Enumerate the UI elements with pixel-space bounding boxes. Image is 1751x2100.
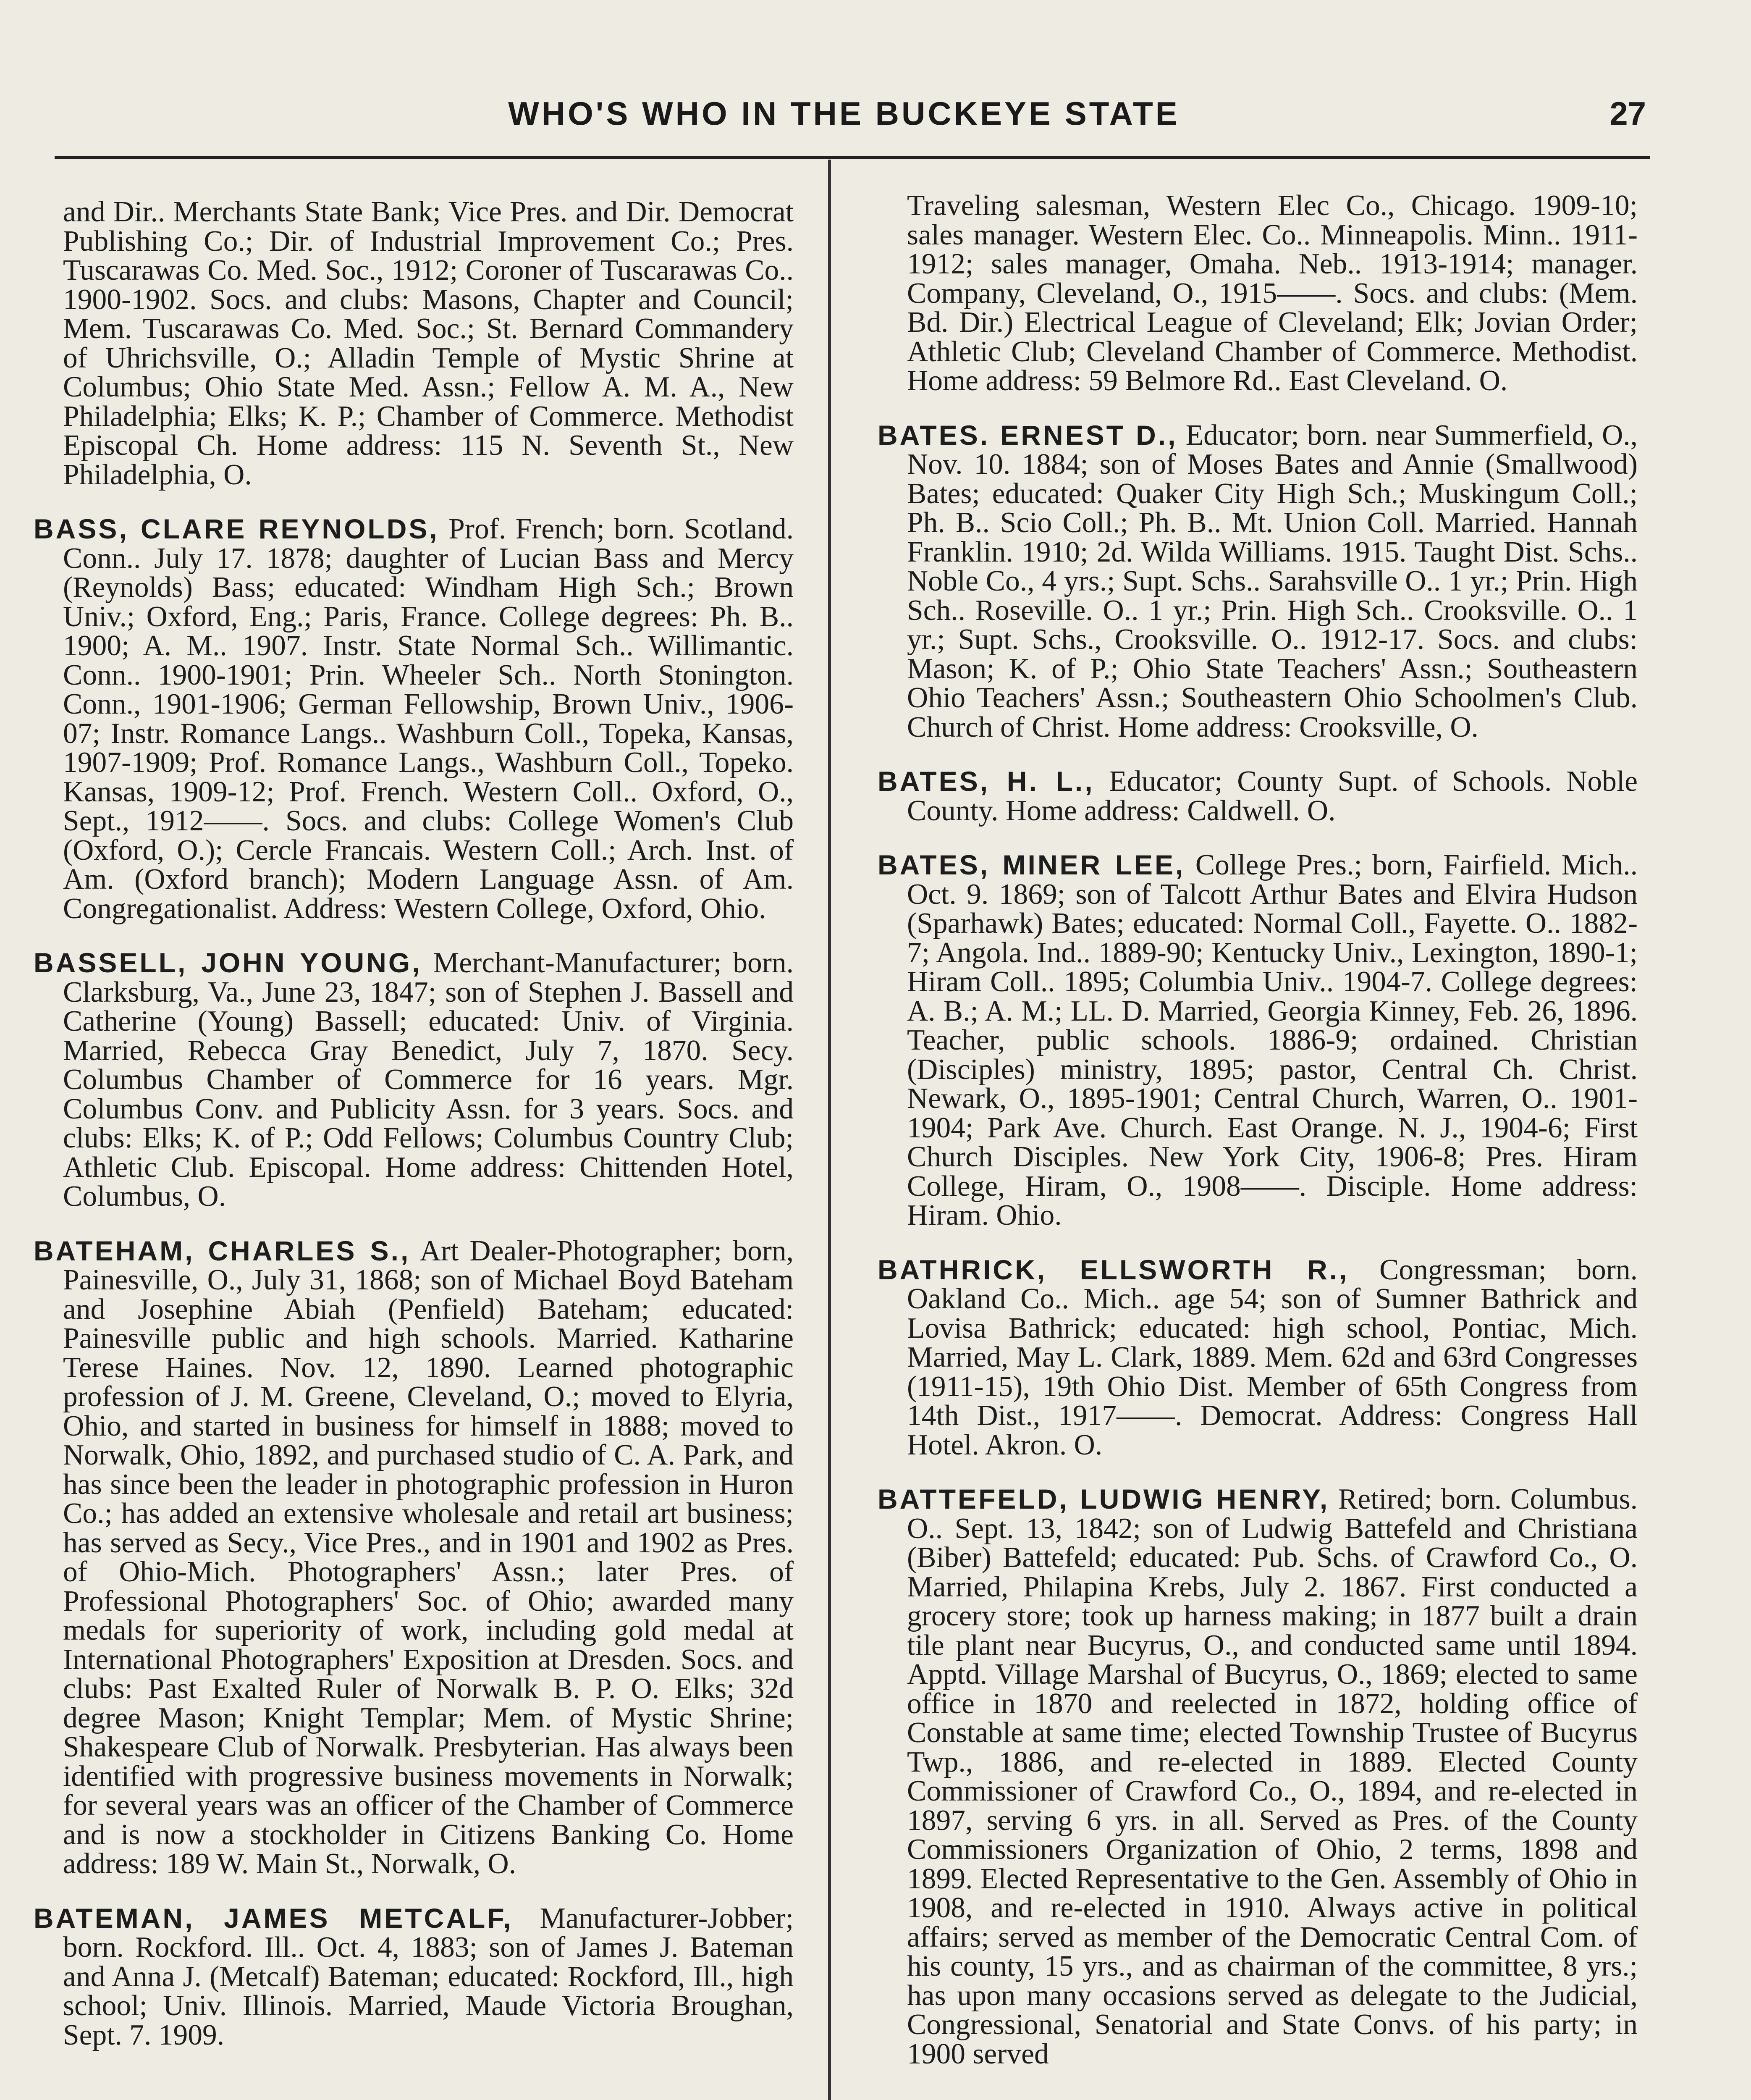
entry-text: Art Dealer-Photographer; born, Painesville, O., July 31, 1868; son of Michael Boyd Bateham and Josephine Abiah (Penfield) Bateham; educated: Painesville public and high schools. Married. Katharine Terese Haines. Nov. 12, 1890. Learned photographic profession of J. M. Greene, Cleveland, O.; moved to Elyria, Ohio, and started in business for himself in 1888; moved to Norwalk, Ohio, 1892, and purchased studio of C. A. Park, and has since been the leader in photographic profession in Huron Co.; has added an extensive wholesale and retail art business; has served as Secy., Vice Pres., and in 1901 and 1902 as Pres. of Ohio-Mich. Photographers' Assn.; later Pres. of Professional Photographers' Soc. of Ohio; awarded many medals for superiority of work, including gold medal at International Photographers' Exposition at Dresden. Socs. and clubs: Past Exalted Ruler of Norwalk B. P. O. Elks; 32d degree Mason; Knight Templar; Mem. of Mystic Shrine; Shakespeare Club of Norwalk. Presbyterian. Has always been identified with progressive business movements in Norwalk; for several years was an officer of the Chamber of Commerce and is now a stockholder in Citizens Banking Co. Home address: 189 W. Main St., Norwalk, O. xyxy=(63,1234,794,1880)
entry-continuation xyxy=(878,191,1638,396)
entry-battefeld xyxy=(878,1485,1638,2068)
entry-bates-ernest xyxy=(878,421,1638,742)
entry-bates-hl xyxy=(878,767,1638,825)
entry-name: BATES, MINER LEE, xyxy=(878,849,1185,880)
entry-text: Manufacturer-Jobber; born. Rockford. Ill.. Oct. 4, 1883; son of James J. Bateman and Anna J. (Metcalf) Bateman; educated: Rockford, Ill., high school; Univ. Illinois. Married, Maude Victoria Broughan, Sept. 7. 1909. xyxy=(63,1902,794,2051)
entry-name: BATTEFELD, LUDWIG HENRY, xyxy=(878,1483,1330,1515)
entry-name: BATES, H. L., xyxy=(878,766,1095,797)
entry-name: BATEHAM, CHARLES S., xyxy=(34,1235,411,1266)
entry-text: College Pres.; born, Fairfield. Mich.. Oct. 9. 1869; son of Talcott Arthur Bates and Elvira Hudson (Sparhawk) Bates; educated: Normal Coll., Fayette. O.. 1882-7; Angola. Ind.. 1889-90; Kentucky Univ., Lexington, 1890-1; Hiram Coll.. 1895; Columbia Univ.. 1904-7. College degrees: A. B.; A. M.; LL. D. Married, Georgia Kinney, Feb. 26, 1896. Teacher, public schools. 1886-9; ordained. Christian (Disciples) ministry, 1895; pastor, Central Ch. Christ. Newark, O., 1895-1901; Central Church, Warren, O.. 1901-1904; Park Ave. Church. East Orange. N. J., 1904-6; First Church Disciples. New York City, 1906-8; Pres. Hiram College, Hiram, O., 1908——. Disciple. Home address: Hiram. Ohio. xyxy=(907,849,1638,1231)
running-header-title: WHO'S WHO IN THE BUCKEYE STATE xyxy=(508,95,1180,132)
header-rule xyxy=(55,156,1650,159)
entry-bassell xyxy=(34,948,794,1211)
entry-name: BASS, CLARE REYNOLDS, xyxy=(34,513,439,544)
left-column xyxy=(34,197,794,2075)
entry-bates-miner xyxy=(878,850,1638,1230)
entry-bateham xyxy=(34,1236,794,1879)
entry-text: Traveling salesman, Western Elec Co., Chicago. 1909-10; sales manager. Western Elec. Co.. Minneapolis. Minn.. 1911-1912; sales manager, Omaha. Neb.. 1913-1914; manager. Company, Cleveland, O., 1915——. Socs. and clubs: (Mem. Bd. Dir.) Electrical League of Cleveland; Elk; Jovian Order; Athletic Club; Cleveland Chamber of Commerce. Methodist. Home address: 59 Belmore Rd.. East Cleveland. O. xyxy=(907,189,1638,397)
entry-text: Retired; born. Columbus. O.. Sept. 13, 1842; son of Ludwig Battefeld and Christiana (Biber) Battefeld; educated: Pub. Schs. of Crawford Co., O. Married, Philapina Krebs, July 2. 1867. First conducted a grocery store; took up harness making; in 1877 built a drain tile plant near Bucyrus, O., and conducted same until 1894. Apptd. Village Marshal of Bucyrus, O., 1869; elected to same office in 1870 and reelected in 1872, holding office of Constable at same time; elected Township Trustee of Bucyrus Twp., 1886, and re-elected in 1889. Elected County Commissioner of Crawford Co., O., 1894, and re-elected in 1897, serving 6 yrs. in all. Served as Pres. of the County Commissioners Organization of Ohio, 2 terms, 1898 and 1899. Elected Representative to the Gen. Assembly of Ohio in 1908, and re-elected in 1910. Always active in political affairs; served as member of the Democratic Central Com. of his county, 15 yrs., and as chairman of the committee, 8 yrs.; has upon many occasions served as delegate to the Judicial, Congressional, Senatorial and State Convs. of his party; in 1900 served xyxy=(907,1483,1638,2070)
entry-name: BATES. ERNEST D., xyxy=(878,419,1178,451)
entry-text: Merchant-Manufacturer; born. Clarksburg, Va., June 23, 1847; son of Stephen J. Bassell and Catherine (Young) Bassell; educated: Univ. of Virginia. Married, Rebecca Gray Benedict, July 7, 1870. Secy. Columbus Chamber of Commerce for 16 years. Mgr. Columbus Conv. and Publicity Assn. for 3 years. Socs. and clubs: Elks; K. of P.; Odd Fellows; Columbus Country Club; Athletic Club. Episcopal. Home address: Chittenden Hotel, Columbus, O. xyxy=(63,947,794,1213)
entry-name: BASSELL, JOHN YOUNG, xyxy=(34,947,422,978)
entry-text: Prof. French; born. Scotland. Conn.. July 17. 1878; daughter of Lucian Bass and Mercy (Reynolds) Bass; educated: Windham High Sch.; Brown Univ.; Oxford, Eng.; Paris, France. College degrees: Ph. B.. 1900; A. M.. 1907. Instr. State Normal Sch.. Willimantic. Conn.. 1900-1901; Prin. Wheeler Sch.. North Stonington. Conn., 1901-1906; German Fellowship, Brown Univ., 1906-07; Instr. Romance Langs.. Washburn Coll., Topeka, Kansas, 1907-1909; Prof. Romance Langs., Washburn Coll., Topeko. Kansas, 1909-12; Prof. French. Western Coll.. Oxford, O., Sept., 1912——. Socs. and clubs: College Women's Club (Oxford, O.); Cercle Francais. Western Coll.; Arch. Inst. of Am. (Oxford branch); Modern Language Assn. of Am. Congregationalist. Address: Western College, Oxford, Ohio. xyxy=(63,513,794,925)
column-divider xyxy=(828,160,831,2100)
entry-text: and Dir.. Merchants State Bank; Vice Pres. and Dir. Democrat Publishing Co.; Dir. of Industrial Improvement Co.; Pres. Tuscarawas Co. Med. Soc., 1912; Coroner of Tuscarawas Co.. 1900-1902. Socs. and clubs: Masons, Chapter and Council; Mem. Tuscarawas Co. Med. Soc.; St. Bernard Commandery of Uhrichsville, O.; Alladin Temple of Mystic Shrine at Columbus; Ohio State Med. Assn.; Fellow A. M. A., New Philadelphia; Elks; K. P.; Chamber of Commerce. Methodist Episcopal Ch. Home address: 115 N. Seventh St., New Philadelphia, O. xyxy=(63,196,794,491)
entry-text: Educator; County Supt. of Schools. Noble County. Home address: Caldwell. O. xyxy=(907,765,1638,827)
entry-bathrick xyxy=(878,1255,1638,1460)
entry-name: BATHRICK, ELLSWORTH R., xyxy=(878,1254,1349,1285)
entry-bass xyxy=(34,514,794,923)
entry-text: Educator; born. near Summerfield, O., Nov. 10. 1884; son of Moses Bates and Annie (Smallwood) Bates; educated: Quaker City High Sch.; Muskingum Coll.; Ph. B.. Scio Coll.; Ph. B.. Mt. Union Coll. Married. Hannah Franklin. 1910; 2d. Wilda Williams. 1915. Taught Dist. Schs.. Noble Co., 4 yrs.; Supt. Schs.. Sarahsville O.. 1 yr.; Prin. High Sch.. Roseville. O.. 1 yr.; Prin. High Sch.. Crooksville. O.. 1 yr.; Supt. Schs., Crooksville. O.. 1912-17. Socs. and clubs: Mason; K. of P.; Ohio State Teachers' Assn.; Southeastern Ohio Teachers' Assn.; Southeastern Ohio Schoolmen's Club. Church of Christ. Home address: Crooksville, O. xyxy=(907,419,1638,743)
entry-text: Congressman; born. Oakland Co.. Mich.. age 54; son of Sumner Bathrick and Lovisa Bathrick; educated: high school, Pontiac, Mich. Married, May L. Clark, 1889. Mem. 62d and 63rd Congresses (1911-15), 19th Ohio Dist. Member of 65th Congress from 14th Dist., 1917——. Democrat. Address: Congress Hall Hotel. Akron. O. xyxy=(907,1253,1638,1461)
entry-name: BATEMAN, JAMES METCALF, xyxy=(34,1902,513,1934)
entry-bateman xyxy=(34,1904,794,2050)
right-column xyxy=(878,191,1638,2094)
page-number: 27 xyxy=(1609,95,1646,132)
entry-continuation xyxy=(34,197,794,489)
